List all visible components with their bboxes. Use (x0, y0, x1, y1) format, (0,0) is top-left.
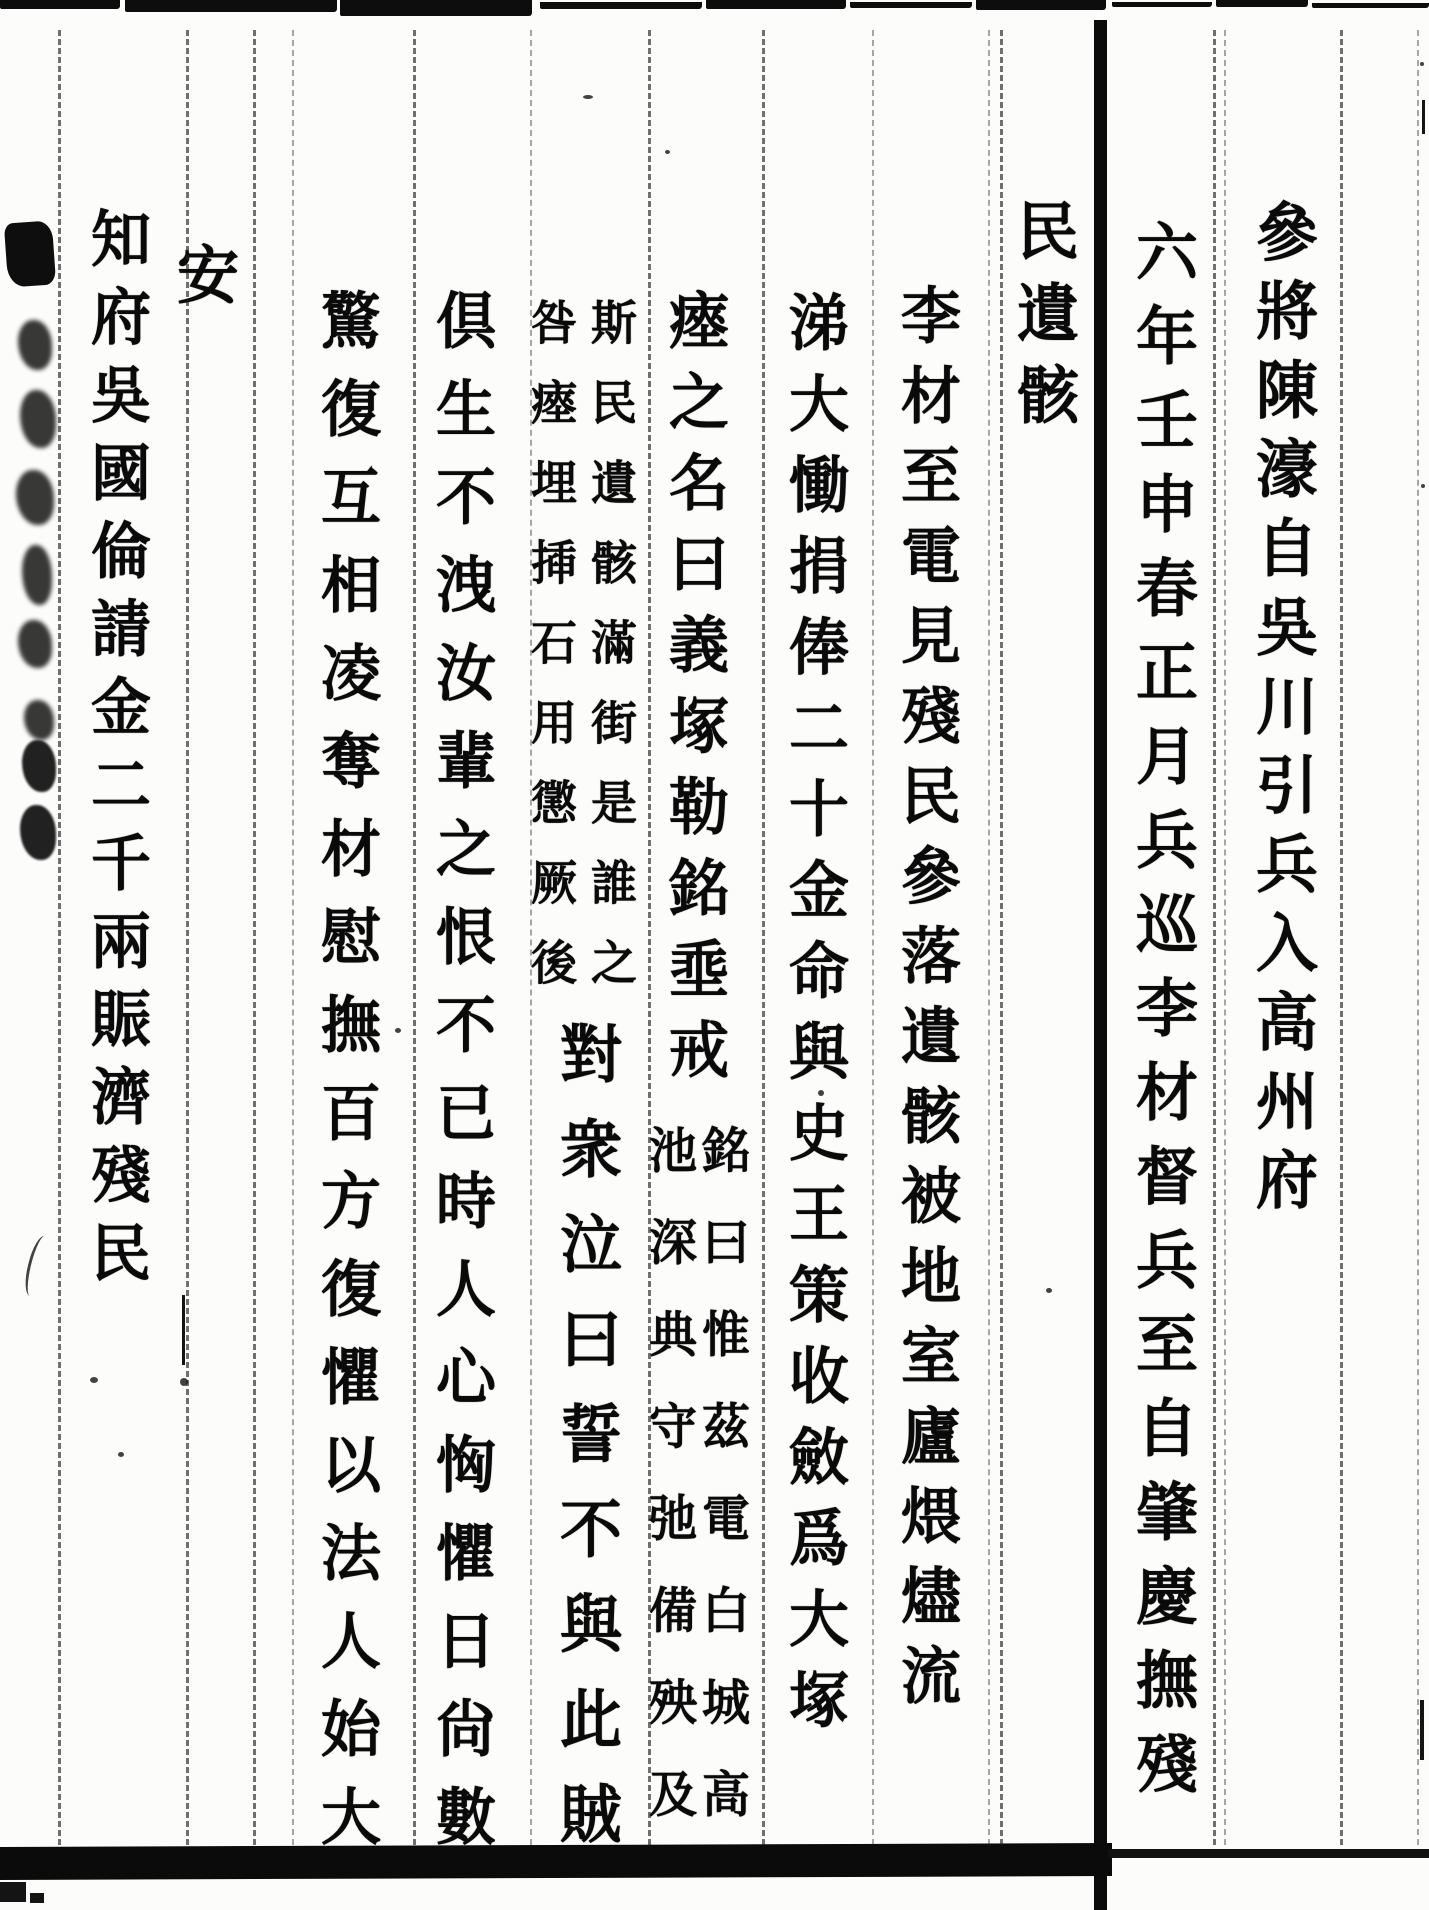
glyph: 請 (91, 594, 151, 666)
glyph: 法 (321, 1518, 381, 1590)
glyph: 肇 (1135, 1474, 1198, 1550)
column-8 (423, 273, 509, 1857)
column-4 (888, 272, 974, 1712)
glyph: 兩 (91, 906, 151, 978)
glyph: 典 (648, 1306, 697, 1364)
glyph: 日 (436, 1606, 496, 1678)
glyph: 慟 (789, 449, 849, 522)
glyph: 人 (321, 1606, 381, 1678)
ink-speck (118, 1452, 124, 1457)
glyph: 倫 (91, 516, 151, 588)
spine-smudge (22, 545, 52, 605)
glyph: 電 (701, 1490, 750, 1548)
column-6-small-left (645, 1100, 701, 1836)
glyph: 輩 (436, 726, 496, 798)
glyph: 街 (591, 695, 637, 751)
glyph: 數 (436, 1782, 496, 1854)
ink-speck (1421, 484, 1425, 488)
glyph: 已 (436, 1078, 496, 1150)
glyph: 泣 (559, 1207, 622, 1282)
column-11 (75, 196, 167, 1288)
glyph: 厥 (531, 855, 577, 911)
glyph: 高 (701, 1766, 750, 1824)
column-rule (292, 30, 294, 1845)
spine-smudge (20, 390, 56, 448)
torn-edge-fragment (340, 0, 532, 16)
torn-edge-fragment (125, 0, 337, 12)
glyph: 人 (436, 1254, 496, 1326)
glyph: 收 (789, 1340, 849, 1413)
glyph: 骸 (591, 535, 637, 591)
glyph: 引 (1255, 748, 1318, 823)
glyph: 遺 (591, 455, 637, 511)
glyph: 義 (669, 609, 729, 682)
glyph: 殃 (648, 1674, 697, 1732)
column-7-small-left (525, 280, 583, 1000)
glyph: 二 (91, 750, 151, 822)
ink-speck (583, 95, 593, 99)
column-rule (1224, 30, 1226, 1845)
column-6-small-right (698, 1100, 754, 1836)
stray-mark (0, 1882, 26, 1902)
glyph: 復 (321, 1254, 381, 1326)
glyph: 深 (648, 1214, 697, 1272)
glyph: 春 (1135, 550, 1198, 626)
ink-speck (665, 150, 670, 154)
glyph: 塚 (789, 1664, 849, 1737)
glyph: 備 (648, 1582, 697, 1640)
torn-edge-fragment (540, 2, 702, 9)
glyph: 此 (559, 1682, 622, 1757)
glyph: 汝 (436, 638, 496, 710)
glyph: 民 (901, 761, 961, 833)
glyph: 石 (531, 615, 577, 671)
glyph: 心 (436, 1342, 496, 1414)
glyph: 守 (648, 1398, 697, 1456)
column-rule (648, 30, 651, 1845)
spine-smudge (22, 740, 56, 792)
stray-mark (30, 1893, 44, 1903)
glyph: 大 (789, 368, 849, 441)
glyph: 兵 (1135, 1222, 1198, 1298)
column-9 (308, 273, 394, 1857)
glyph: 勒 (669, 771, 729, 844)
column-5 (776, 278, 862, 1736)
glyph: 至 (1135, 1306, 1198, 1382)
glyph: 凌 (321, 638, 381, 710)
glyph: 曰 (701, 1214, 750, 1272)
stray-mark (182, 1295, 185, 1365)
glyph: 弛 (648, 1490, 697, 1548)
glyph: 慰 (321, 902, 381, 974)
torn-edge-fragment (850, 2, 972, 8)
glyph: 燼 (901, 1561, 961, 1633)
glyph: 督 (1135, 1138, 1198, 1214)
glyph: 千 (91, 828, 151, 900)
glyph: 對 (559, 1017, 622, 1092)
glyph: 斂 (789, 1421, 849, 1494)
ink-speck (1046, 1288, 1052, 1293)
glyph: 懲 (531, 775, 577, 831)
glyph: 李 (901, 281, 961, 353)
glyph: 瘞 (531, 375, 577, 431)
glyph: 及 (648, 1766, 697, 1824)
glyph: 材 (901, 361, 961, 433)
glyph: 大 (321, 1782, 381, 1854)
ink-speck (395, 1028, 401, 1033)
glyph: 安 (176, 237, 239, 313)
column-rule (762, 30, 765, 1845)
ink-speck (818, 1090, 824, 1096)
glyph: 奪 (321, 726, 381, 798)
glyph: 與 (559, 1587, 622, 1662)
column-7 (548, 1002, 634, 1857)
glyph: 將 (1255, 274, 1318, 349)
column-rule (413, 30, 416, 1845)
glyph: 銘 (669, 852, 729, 925)
glyph: 川 (1255, 669, 1318, 744)
glyph: 民 (91, 1218, 151, 1290)
glyph: 誓 (559, 1397, 622, 1472)
glyph: 參 (1255, 195, 1318, 270)
column-1 (1243, 188, 1331, 1218)
glyph: 被 (901, 1161, 961, 1233)
glyph: 埀 (669, 933, 729, 1006)
glyph: 瘞 (669, 285, 729, 358)
column-rule (1417, 30, 1419, 1845)
glyph: 誰 (591, 855, 637, 911)
column-3 (1008, 185, 1088, 431)
glyph: 命 (789, 935, 849, 1008)
glyph: 府 (91, 282, 151, 354)
column-rule (1340, 30, 1343, 1845)
glyph: 衆 (559, 1112, 622, 1187)
glyph: 月 (1135, 718, 1198, 794)
column-rule (186, 30, 189, 1845)
glyph: 知 (91, 204, 151, 276)
glyph: 撫 (1135, 1642, 1198, 1718)
glyph: 洩 (436, 550, 496, 622)
glyph: 爲 (789, 1502, 849, 1575)
thick-border-line (1094, 20, 1107, 1910)
glyph: 殘 (1135, 1726, 1198, 1802)
glyph: 白 (701, 1582, 750, 1640)
torn-edge-fragment (976, 0, 1106, 10)
glyph: 池 (648, 1122, 697, 1180)
spine-smudge (18, 620, 52, 668)
glyph: 倶 (436, 286, 496, 358)
torn-edge-fragment (0, 0, 120, 9)
glyph: 材 (321, 814, 381, 886)
glyph: 賊 (559, 1777, 622, 1852)
stray-mark (1420, 1700, 1424, 1760)
glyph: 懼 (436, 1518, 496, 1590)
glyph: 地 (901, 1241, 961, 1313)
glyph: 自 (1135, 1390, 1198, 1466)
glyph: 李 (1135, 970, 1198, 1046)
glyph: 材 (1135, 1054, 1198, 1130)
glyph: 室 (901, 1321, 961, 1393)
column-10 (168, 230, 248, 313)
glyph: 不 (559, 1492, 622, 1567)
glyph: 名 (669, 447, 729, 520)
glyph: 殘 (91, 1140, 151, 1212)
glyph: 吳 (1255, 590, 1318, 665)
glyph: 之 (436, 814, 496, 886)
spine-smudge (24, 700, 54, 740)
glyph: 遺 (901, 1001, 961, 1073)
glyph: 生 (436, 374, 496, 446)
glyph: 復 (321, 374, 381, 446)
torn-edge-fragment (1216, 0, 1308, 7)
spine-smudge (16, 470, 54, 525)
glyph: 曰 (669, 528, 729, 601)
glyph: 見 (901, 601, 961, 673)
glyph: 策 (789, 1259, 849, 1332)
column-6 (653, 276, 745, 1086)
glyph: 惟 (701, 1306, 750, 1364)
glyph: 國 (91, 438, 151, 510)
glyph: 茲 (701, 1398, 750, 1456)
glyph: 咎 (531, 295, 577, 351)
glyph: 塚 (669, 690, 729, 763)
stray-mark (1422, 100, 1425, 134)
glyph: 民 (591, 375, 637, 431)
spine-smudge (18, 320, 52, 370)
glyph: 後 (531, 935, 577, 991)
glyph: 金 (91, 672, 151, 744)
glyph: 濠 (1255, 432, 1318, 507)
glyph: 斯 (591, 295, 637, 351)
torn-edge-fragment (1312, 3, 1429, 8)
glyph: 煨 (901, 1481, 961, 1553)
spine-ink-block (4, 220, 56, 287)
glyph: 兵 (1135, 802, 1198, 878)
glyph: 不 (436, 462, 496, 534)
glyph: 至 (901, 441, 961, 513)
glyph: 驚 (321, 286, 381, 358)
glyph: 吳 (91, 360, 151, 432)
glyph: 高 (1255, 985, 1318, 1060)
torn-edge-fragment (706, 0, 846, 9)
glyph: 之 (591, 935, 637, 991)
ink-speck (1420, 62, 1424, 66)
glyph: 廬 (901, 1401, 961, 1473)
column-rule (530, 30, 532, 1845)
stray-bracket-mark (21, 1234, 54, 1299)
glyph: 懼 (321, 1342, 381, 1414)
glyph: 史 (789, 1097, 849, 1170)
column-rule (1213, 30, 1216, 1845)
glyph: 方 (321, 1166, 381, 1238)
glyph: 曰 (559, 1302, 622, 1377)
glyph: 銘 (701, 1122, 750, 1180)
glyph: 慶 (1135, 1558, 1198, 1634)
column-rule (1000, 30, 1003, 1845)
glyph: 埋 (531, 455, 577, 511)
ink-speck (180, 1378, 188, 1386)
glyph: 年 (1135, 298, 1198, 374)
glyph: 正 (1135, 634, 1198, 710)
glyph: 申 (1135, 466, 1198, 542)
glyph: 自 (1255, 511, 1318, 586)
torn-edge-fragment (1112, 2, 1212, 7)
glyph: 撫 (321, 990, 381, 1062)
glyph: 兵 (1255, 827, 1318, 902)
glyph: 賑 (91, 984, 151, 1056)
glyph: 壬 (1135, 382, 1198, 458)
column-rule (872, 30, 874, 1845)
column-2 (1124, 205, 1210, 1801)
glyph: 流 (901, 1641, 961, 1713)
glyph: 以 (321, 1430, 381, 1502)
glyph: 王 (789, 1178, 849, 1251)
glyph: 恟 (436, 1430, 496, 1502)
glyph: 恨 (436, 902, 496, 974)
glyph: 時 (436, 1166, 496, 1238)
glyph: 巡 (1135, 886, 1198, 962)
glyph: 陳 (1255, 353, 1318, 428)
bottom-border-extension (1108, 1849, 1429, 1858)
glyph: 民 (1016, 193, 1079, 269)
glyph: 大 (789, 1583, 849, 1656)
glyph: 相 (321, 550, 381, 622)
glyph: 滿 (591, 615, 637, 671)
glyph: 俸 (789, 611, 849, 684)
glyph: 用 (531, 695, 577, 751)
glyph: 參 (901, 841, 961, 913)
glyph: 涕 (789, 287, 849, 360)
glyph: 十 (789, 773, 849, 846)
glyph: 入 (1255, 906, 1318, 981)
glyph: 揷 (531, 535, 577, 591)
glyph: 百 (321, 1078, 381, 1150)
glyph: 戒 (669, 1014, 729, 1087)
glyph: 骸 (1016, 357, 1079, 433)
glyph: 二 (789, 692, 849, 765)
glyph: 尙 (436, 1694, 496, 1766)
glyph: 府 (1255, 1143, 1318, 1218)
ink-speck (90, 1377, 98, 1383)
spine-smudge (20, 805, 56, 860)
glyph: 落 (901, 921, 961, 993)
glyph: 始 (321, 1694, 381, 1766)
glyph: 殘 (901, 681, 961, 753)
column-rule (58, 30, 61, 1845)
glyph: 不 (436, 990, 496, 1062)
glyph: 州 (1255, 1064, 1318, 1139)
column-rule (253, 30, 256, 1845)
glyph: 城 (701, 1674, 750, 1732)
glyph: 捐 (789, 530, 849, 603)
glyph: 金 (789, 854, 849, 927)
glyph: 遺 (1016, 275, 1079, 351)
glyph: 與 (789, 1016, 849, 1089)
column-7-small-right (585, 280, 643, 1000)
glyph: 濟 (91, 1062, 151, 1134)
glyph: 是 (591, 775, 637, 831)
glyph: 電 (901, 521, 961, 593)
glyph: 六 (1135, 214, 1198, 290)
glyph: 互 (321, 462, 381, 534)
glyph: 骸 (901, 1081, 961, 1153)
column-rule (988, 30, 990, 1845)
glyph: 之 (669, 366, 729, 439)
